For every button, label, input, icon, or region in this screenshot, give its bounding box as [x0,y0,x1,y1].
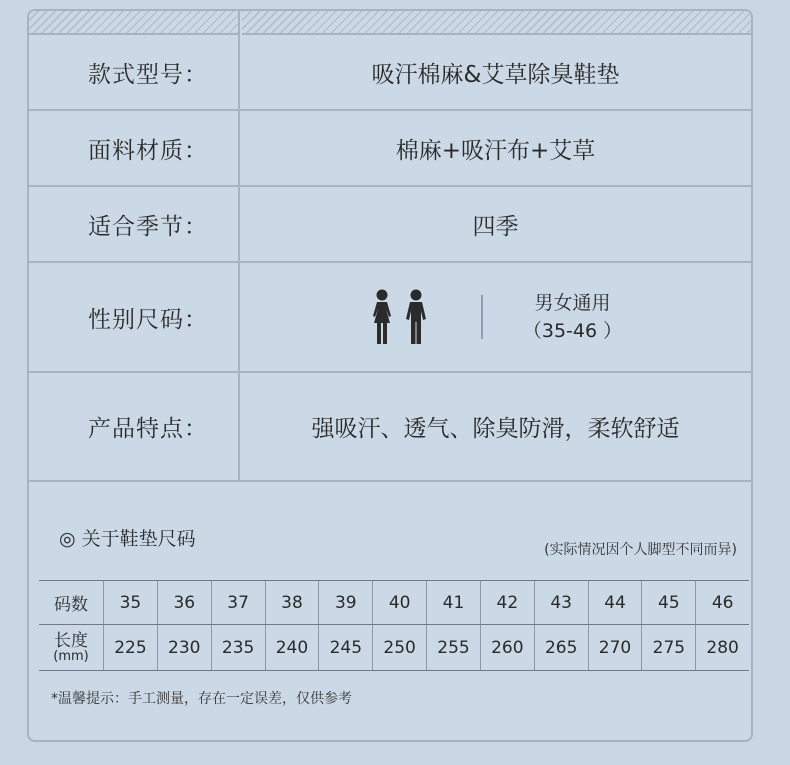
spec-row-model [29,35,751,111]
size-table [39,580,749,671]
length-cell: 260 [480,625,534,671]
spec-label: 适合季节： [88,213,208,240]
circle-target-icon: ◎ [59,528,76,550]
spec-value: 强吸汗、透气、除臭防滑，柔软舒适 [311,416,680,442]
size-cell: 42 [480,581,534,625]
size-cell: 36 [157,581,211,625]
row-header: 长度 (mm) [39,625,104,671]
size-cell: 35 [104,581,158,625]
length-cell: 230 [157,625,211,671]
spec-label: 面料材质： [88,137,208,164]
size-note: (实际情况因个人脚型不同而异) [544,542,737,558]
size-cell: 43 [534,581,588,625]
spec-value [240,263,751,371]
size-cell: 45 [642,581,696,625]
length-cell: 235 [211,625,265,671]
gender-text: 男女通用 [534,292,611,314]
size-cell: 40 [373,581,427,625]
size-range-text: （35-46 ） [522,320,623,342]
spec-label: 产品特点： [88,416,208,442]
length-cell: 245 [319,625,373,671]
product-spec-card [27,9,753,742]
spec-row-material [29,111,751,187]
spec-row-gender-size [29,263,751,373]
length-cell: 250 [373,625,427,671]
length-cell: 255 [427,625,481,671]
length-cell: 280 [696,625,749,671]
spec-label: 款式型号： [88,61,208,88]
size-cell: 44 [588,581,642,625]
spec-label: 性别尺码： [88,306,208,333]
length-cell: 265 [534,625,588,671]
spec-value: 棉麻+吸汗布+艾草 [395,137,596,164]
length-cell: 240 [265,625,319,671]
size-cell: 37 [211,581,265,625]
measurement-tip: *温馨提示：手工测量，存在一定误差，仅供参考 [51,691,352,707]
spec-value: 四季 [472,213,519,240]
spec-row-features [29,373,751,482]
header-hatch-right [242,11,751,35]
male-person-icon [403,289,429,345]
length-cell: 275 [642,625,696,671]
spec-row-season [29,187,751,263]
length-cell: 270 [588,625,642,671]
table-row-sizes [39,581,749,625]
header-hatch-left [29,11,240,35]
size-cell: 41 [427,581,481,625]
row-header: 码数 [39,581,104,625]
table-row-lengths [39,625,749,671]
spec-value: 吸汗棉麻&艾草除臭鞋垫 [371,61,620,88]
size-cell: 39 [319,581,373,625]
length-cell: 225 [104,625,158,671]
size-cell: 46 [696,581,749,625]
vertical-separator [481,295,483,339]
female-person-icon [369,289,395,345]
size-cell: 38 [265,581,319,625]
size-section-title: ◎ 关于鞋垫尺码 [59,528,196,550]
